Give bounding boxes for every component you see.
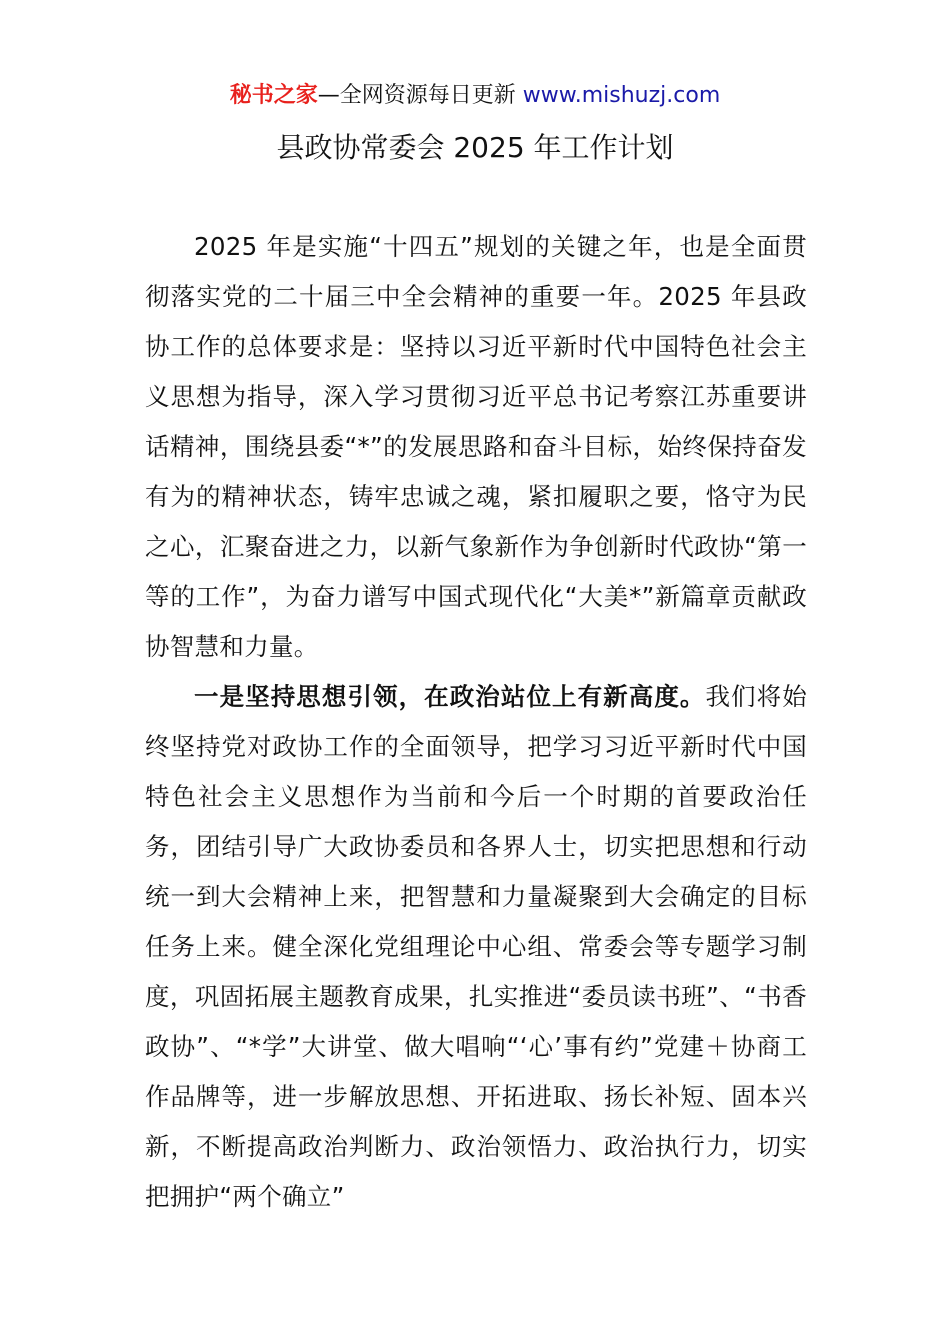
- site-tagline: —全网资源每日更新: [317, 83, 516, 108]
- document-title: 县政协常委会 2025 年工作计划: [276, 131, 674, 164]
- document-body: [145, 222, 807, 1222]
- site-header: [0, 80, 950, 112]
- paragraph-intro: [145, 222, 807, 672]
- paragraph-item-1: [145, 672, 807, 1222]
- site-url-link[interactable]: www.mishuzj.com: [522, 83, 721, 108]
- paragraph-item-1-lead: 一是坚持思想引领，在政治站位上有新高度。: [194, 682, 706, 711]
- paragraph-intro-text: 2025 年是实施“十四五”规划的关键之年，也是全面贯彻落实党的二十届三中全会精神的重要一年。2025 年县政协工作的总体要求是：坚持以习近平新时代中国特色社会主义思想为指导，深入学习贯彻习近平总书记考察江苏重要讲话精神，围绕县委“*”的发展思路和奋斗目标，始终保持奋发有为的精神状态，铸牢忠诚之魂，紧扣履职之要，恪守为民之心，汇聚奋进之力，以新气象新作为争创新时代政协“第一等的工作”，为奋力谱写中国式现代化“大美*”新篇章贡献政协智慧和力量。: [145, 232, 807, 661]
- paragraph-item-1-text: 我们将始终坚持党对政协工作的全面领导，把学习习近平新时代中国特色社会主义思想作为当前和今后一个时期的首要政治任务，团结引导广大政协委员和各界人士，切实把思想和行动统一到大会精神上来，把智慧和力量凝聚到大会确定的目标任务上来。健全深化党组理论中心组、常委会等专题学习制度，巩固拓展主题教育成果，扎实推进“委员读书班”、“书香政协”、“*学”大讲堂、做大唱响“‘心’事有约”党建＋协商工作品牌等，进一步解放思想、开拓进取、扬长补短、固本兴新，不断提高政治判断力、政治领悟力、政治执行力，切实把拥护“两个确立”: [145, 682, 808, 1211]
- site-brand: 秘书之家: [229, 83, 318, 108]
